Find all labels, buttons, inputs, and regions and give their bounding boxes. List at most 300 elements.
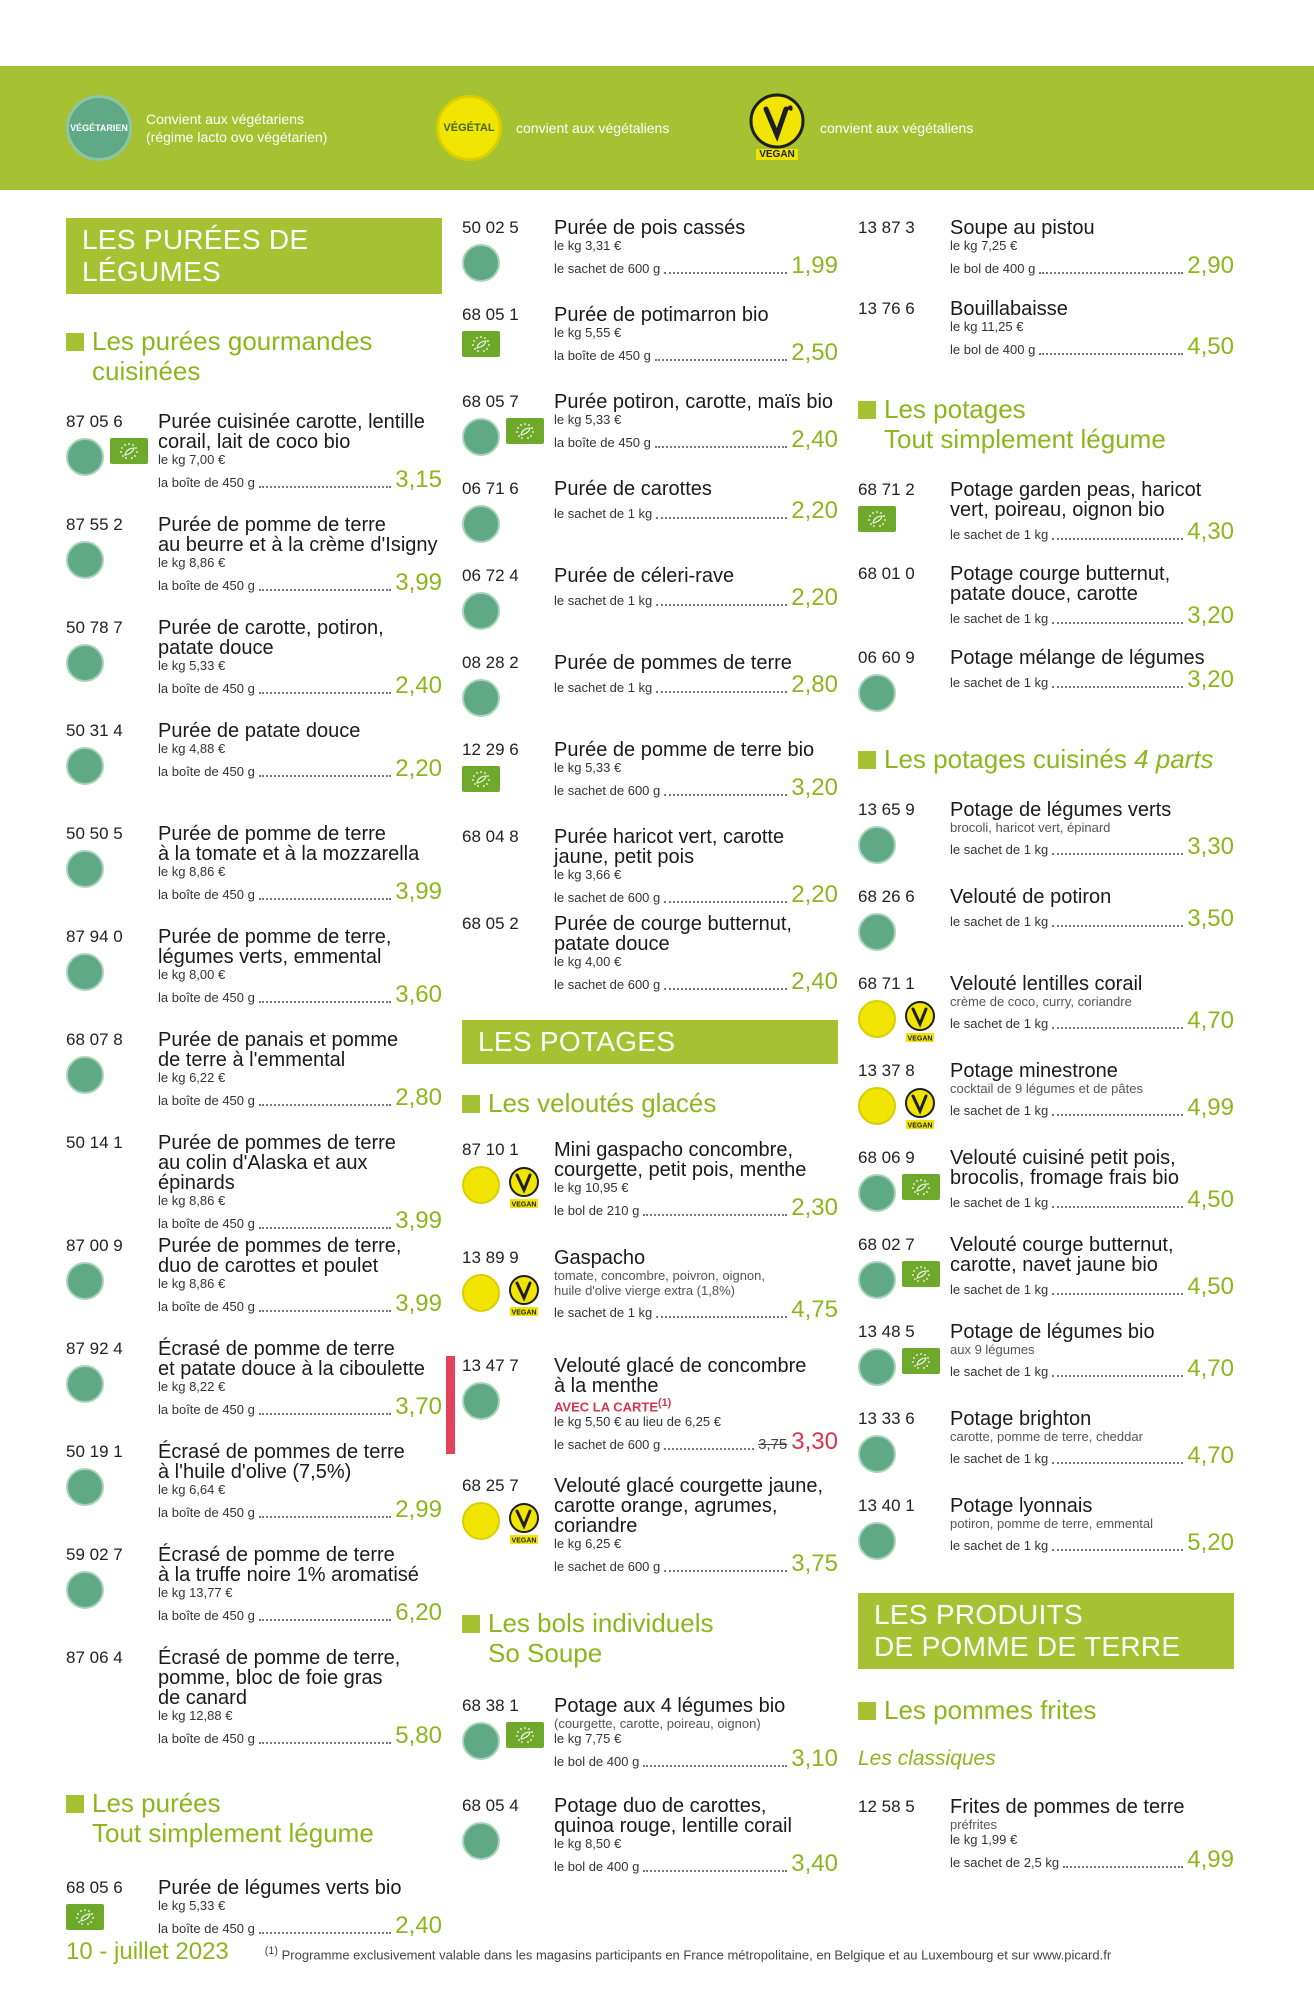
product-details xyxy=(554,392,838,479)
product-item xyxy=(858,1061,1234,1148)
product-item xyxy=(858,887,1234,974)
product-details xyxy=(950,1322,1234,1409)
product-price: 3,20 xyxy=(1187,666,1234,693)
product-name: Purée de légumes verts bio xyxy=(158,1877,402,1899)
product-item xyxy=(858,800,1234,887)
product-details xyxy=(554,305,838,392)
product-price: 3,20 xyxy=(1187,602,1234,629)
promo-marker xyxy=(446,1356,455,1454)
product-icons xyxy=(462,1822,554,1860)
price-line xyxy=(950,520,1234,544)
product-name: pomme, bloc de foie gras xyxy=(158,1667,383,1689)
product-name: Velouté glacé de concombre xyxy=(554,1355,807,1377)
pack-size: la boîte de 450 g xyxy=(158,1093,255,1108)
product-details xyxy=(950,218,1234,299)
price-line xyxy=(158,1601,442,1625)
price-line xyxy=(158,1292,442,1316)
legend-vegan xyxy=(748,66,973,190)
price-line xyxy=(158,983,442,1007)
product-list xyxy=(66,412,442,1766)
product-icons xyxy=(858,1348,950,1386)
price-line xyxy=(158,571,442,595)
product-name: légumes verts, emmental xyxy=(158,946,382,968)
product-name: Purée de pommes de terre xyxy=(158,1132,396,1154)
vegan-icon xyxy=(506,1502,542,1546)
product-code: 68 01 0 xyxy=(858,564,915,583)
product-details xyxy=(554,653,838,740)
eu-organic-leaf-icon xyxy=(506,418,544,444)
pack-size: le sachet de 1 kg xyxy=(950,1538,1049,1553)
product-code: 87 06 4 xyxy=(66,1648,123,1667)
promo-footnote-marker: (1) xyxy=(658,1397,672,1409)
dot-leader xyxy=(656,691,787,693)
product-price: 3,70 xyxy=(395,1393,442,1420)
product-icons xyxy=(858,1087,950,1131)
price-per-kg: le kg 5,33 € xyxy=(158,1898,226,1913)
pack-size: la boîte de 450 g xyxy=(158,764,255,779)
product-price: 6,20 xyxy=(395,1599,442,1626)
product-icons xyxy=(66,438,158,476)
product-left xyxy=(66,1339,158,1442)
pack-size: le bol de 400 g xyxy=(554,1754,640,1769)
product-left xyxy=(66,515,158,618)
section-header-potages: LES POTAGES xyxy=(462,1020,838,1064)
product-details xyxy=(158,1339,442,1442)
subheader-line: Les veloutés glacés xyxy=(488,1088,717,1118)
pack-size: la boîte de 450 g xyxy=(554,435,651,450)
legend-vegan-text: convient aux végétaliens xyxy=(820,120,974,136)
dot-leader xyxy=(259,1104,391,1106)
price-line xyxy=(950,1531,1234,1555)
pack-size: le sachet de 1 kg xyxy=(554,1305,653,1320)
pack-size: le sachet de 1 kg xyxy=(950,914,1049,929)
product-item xyxy=(462,392,838,479)
eu-organic-leaf-icon xyxy=(902,1261,940,1287)
eu-organic-leaf-icon xyxy=(462,331,500,357)
product-left xyxy=(858,800,950,887)
vegetarian-icon xyxy=(66,747,104,785)
product-code: 68 05 4 xyxy=(462,1796,519,1815)
product-icons xyxy=(462,592,554,630)
pack-size: le sachet de 1 kg xyxy=(554,506,653,521)
vegetarian-icon xyxy=(66,1056,104,1094)
product-price: 3,99 xyxy=(395,1207,442,1234)
dot-leader xyxy=(259,1742,391,1744)
product-name: Mini gaspacho concombre, xyxy=(554,1139,794,1161)
price-per-kg: le kg 4,00 € xyxy=(554,954,622,969)
subheader-pommes-frites xyxy=(858,1695,1234,1725)
product-list xyxy=(858,1796,1234,1873)
product-left xyxy=(462,1140,554,1248)
product-icons xyxy=(66,1571,158,1609)
subheader-line: Les purées xyxy=(92,1788,221,1818)
product-code: 13 87 3 xyxy=(858,218,915,237)
dot-leader xyxy=(655,359,787,361)
product-left xyxy=(462,914,554,1010)
product-name: Purée de pomme de terre bio xyxy=(554,739,815,761)
price-per-kg: le kg 8,50 € xyxy=(554,1836,622,1851)
product-item xyxy=(858,974,1234,1061)
dot-leader xyxy=(656,1316,787,1318)
footnote-text: Programme exclusivement valable dans les magasins participants en France métropolitaine, en Belgique et au Luxembourg et sur www.picard.fr xyxy=(281,1947,1112,1962)
product-item xyxy=(66,824,442,927)
price-per-kg: le kg 7,00 € xyxy=(158,452,226,467)
product-code: 13 76 6 xyxy=(858,299,915,318)
product-icons xyxy=(858,506,950,532)
eu-organic-leaf-icon xyxy=(506,1722,544,1748)
product-details xyxy=(554,740,838,827)
dot-leader xyxy=(1039,272,1183,274)
product-code: 13 48 5 xyxy=(858,1322,915,1341)
product-code: 68 38 1 xyxy=(462,1696,519,1715)
price-line xyxy=(950,907,1234,931)
vegetarian-icon xyxy=(66,644,104,682)
product-details xyxy=(950,974,1234,1061)
product-details xyxy=(158,1442,442,1545)
product-description: préfrites xyxy=(950,1817,997,1832)
price-per-kg: le kg 4,88 € xyxy=(158,741,226,756)
dot-leader xyxy=(1052,1206,1183,1208)
product-code: 13 65 9 xyxy=(858,800,915,819)
product-icons xyxy=(462,679,554,717)
price-line xyxy=(950,835,1234,859)
pack-size: le sachet de 600 g xyxy=(554,261,661,276)
promo-label xyxy=(554,1396,838,1414)
product-price: 2,20 xyxy=(791,497,838,524)
product-name: patate douce xyxy=(158,637,274,659)
product-details xyxy=(554,1356,838,1476)
product-icons xyxy=(66,850,158,888)
eu-organic-leaf-icon xyxy=(902,1174,940,1200)
subheader-line: Tout simplement légume xyxy=(884,424,1166,454)
product-icons xyxy=(858,1435,950,1473)
subheader-line: Les pommes frites xyxy=(884,1695,1097,1725)
vegetarian-icon xyxy=(462,1722,500,1760)
price-per-kg: le kg 3,31 € xyxy=(554,238,622,253)
price-per-kg: le kg 7,75 € xyxy=(554,1731,622,1746)
vegetarian-icon xyxy=(66,850,104,888)
vegetarian-icon xyxy=(858,1435,896,1473)
product-name: Purée cuisinée carotte, lentille xyxy=(158,411,425,433)
product-details xyxy=(158,1236,442,1339)
product-name: à l'huile d'olive (7,5%) xyxy=(158,1461,352,1483)
product-name: Potage de légumes bio xyxy=(950,1321,1155,1343)
product-details xyxy=(554,914,838,1010)
pack-size: la boîte de 450 g xyxy=(158,1608,255,1623)
subheader-italic: 4 parts xyxy=(1134,744,1214,774)
product-name: Purée de pommes de terre xyxy=(554,652,792,674)
dot-leader xyxy=(1052,925,1183,927)
product-details xyxy=(158,1545,442,1648)
product-details xyxy=(158,618,442,721)
vegetarian-icon xyxy=(858,1522,896,1560)
price-line xyxy=(158,1914,442,1938)
vegetal-badge-icon: VÉGÉTAL xyxy=(436,95,502,161)
product-description: carotte, pomme de terre, cheddar xyxy=(950,1429,1143,1444)
product-code: 68 25 7 xyxy=(462,1476,519,1495)
eu-organic-leaf-icon xyxy=(462,766,500,792)
product-icons xyxy=(66,1262,158,1300)
pack-size: la boîte de 450 g xyxy=(158,1299,255,1314)
footnote xyxy=(265,1945,1111,1962)
pack-size: le sachet de 1 kg xyxy=(950,1103,1049,1118)
product-item xyxy=(858,564,1234,648)
product-code: 68 06 9 xyxy=(858,1148,915,1167)
pack-size: le sachet de 1 kg xyxy=(950,1451,1049,1466)
dot-leader xyxy=(664,901,787,903)
legend-vegetarian-line1: Convient aux végétariens xyxy=(146,111,304,127)
price-per-kg: le kg 8,86 € xyxy=(158,555,226,570)
pack-size: le sachet de 600 g xyxy=(554,1437,661,1453)
product-price: 5,80 xyxy=(395,1722,442,1749)
pack-size: le sachet de 1 kg xyxy=(950,1016,1049,1031)
product-left xyxy=(462,1476,554,1588)
price-line xyxy=(950,1188,1234,1212)
product-list xyxy=(462,218,838,1010)
product-name: et patate douce à la ciboulette xyxy=(158,1358,425,1380)
product-name: Écrasé de pomme de terre xyxy=(158,1544,395,1566)
pack-size: le bol de 400 g xyxy=(554,1859,640,1874)
footer xyxy=(66,1938,1111,1966)
product-left xyxy=(462,1248,554,1356)
product-left xyxy=(858,480,950,564)
pack-size: le sachet de 1 kg xyxy=(554,593,653,608)
price-line xyxy=(158,1395,442,1419)
vegetal-icon xyxy=(462,1274,500,1312)
product-item xyxy=(462,1248,838,1356)
product-name: Potage lyonnais xyxy=(950,1495,1093,1517)
product-details xyxy=(554,1696,838,1796)
price-line xyxy=(158,1498,442,1522)
subheader-line: Les potages cuisinés xyxy=(884,744,1127,774)
product-details xyxy=(554,218,838,305)
product-left xyxy=(858,299,950,380)
product-details xyxy=(950,887,1234,974)
product-code: 06 72 4 xyxy=(462,566,519,585)
subheader-line: Les purées gourmandes xyxy=(92,326,373,356)
product-price: 2,40 xyxy=(395,1912,442,1939)
price-per-kg: le kg 5,33 € xyxy=(158,658,226,673)
price-line xyxy=(554,776,838,800)
subheader-veloutes-glaces xyxy=(462,1088,838,1118)
product-details xyxy=(950,800,1234,887)
product-code: 50 19 1 xyxy=(66,1442,123,1461)
product-item xyxy=(462,566,838,653)
product-left xyxy=(462,218,554,305)
product-price: 2,20 xyxy=(791,584,838,611)
product-name: patate douce xyxy=(554,933,670,955)
vegetarian-icon xyxy=(462,505,500,543)
product-code: 87 00 9 xyxy=(66,1236,123,1255)
product-details xyxy=(554,1476,838,1588)
product-name: Écrasé de pommes de terre xyxy=(158,1441,405,1463)
product-code: 13 33 6 xyxy=(858,1409,915,1428)
product-code: 68 05 6 xyxy=(66,1878,123,1897)
product-left xyxy=(462,740,554,827)
dot-leader xyxy=(1063,1866,1183,1868)
dot-leader xyxy=(1052,1462,1183,1464)
product-item xyxy=(462,1356,838,1476)
product-price: 4,70 xyxy=(1187,1442,1234,1469)
product-details xyxy=(158,927,442,1030)
pack-size: la boîte de 450 g xyxy=(158,681,255,696)
product-name: Velouté lentilles corail xyxy=(950,973,1143,995)
square-bullet-icon xyxy=(66,333,84,351)
product-item xyxy=(462,1796,838,1896)
price-line xyxy=(158,757,442,781)
product-details xyxy=(554,479,838,566)
product-price: 3,99 xyxy=(395,569,442,596)
product-name: Purée de courge butternut, xyxy=(554,913,792,935)
product-name: Gaspacho xyxy=(554,1247,646,1269)
subheader-line: So Soupe xyxy=(488,1638,603,1668)
square-bullet-icon xyxy=(66,1795,84,1813)
product-price: 4,50 xyxy=(1187,1273,1234,1300)
vegan-icon xyxy=(902,1087,938,1131)
price-per-kg: le kg 12,88 € xyxy=(158,1708,233,1723)
vegan-badge-icon xyxy=(748,93,806,163)
product-price: 3,30 xyxy=(791,1428,838,1456)
product-name: Potage duo de carottes, xyxy=(554,1795,767,1817)
subheader-potages-simple xyxy=(858,394,1234,454)
pack-size: le sachet de 600 g xyxy=(554,1559,661,1574)
product-item xyxy=(66,1648,442,1766)
page-number: 10 - juillet 2023 xyxy=(66,1938,229,1965)
product-name: quinoa rouge, lentille corail xyxy=(554,1815,792,1837)
product-icons xyxy=(462,418,554,456)
product-price: 2,80 xyxy=(395,1084,442,1111)
price-per-kg: le kg 1,99 € xyxy=(950,1832,1018,1847)
square-bullet-icon xyxy=(858,1702,876,1720)
product-code: 13 37 8 xyxy=(858,1061,915,1080)
pack-size: la boîte de 450 g xyxy=(158,1216,255,1231)
product-left xyxy=(858,1148,950,1235)
product-item xyxy=(462,305,838,392)
price-line xyxy=(554,341,838,365)
dot-leader xyxy=(259,1619,391,1621)
legend-vegetal-text: convient aux végétaliens xyxy=(516,120,670,136)
dot-leader xyxy=(259,486,391,488)
dot-leader xyxy=(259,1310,391,1312)
pack-size: le sachet de 2,5 kg xyxy=(950,1855,1060,1870)
product-item xyxy=(858,648,1234,732)
pack-size: le sachet de 600 g xyxy=(554,977,661,992)
section-header-purees: LES PURÉES DE LÉGUMES xyxy=(66,218,442,294)
square-bullet-icon xyxy=(462,1615,480,1633)
product-name: duo de carottes et poulet xyxy=(158,1255,379,1277)
pack-size: le sachet de 1 kg xyxy=(950,675,1049,690)
product-left xyxy=(66,1133,158,1236)
price-per-kg: le kg 5,33 € xyxy=(554,412,622,427)
svg-text:VEGAN: VEGAN xyxy=(511,1537,537,1545)
vegetal-icon xyxy=(858,1087,896,1125)
product-code: 68 71 2 xyxy=(858,480,915,499)
vegetarian-icon xyxy=(462,1822,500,1860)
svg-text:VEGAN: VEGAN xyxy=(907,1035,933,1043)
product-name: Potage minestrone xyxy=(950,1060,1118,1082)
section-header-pomme-de-terre xyxy=(858,1593,1234,1669)
price-line xyxy=(554,428,838,452)
price-line xyxy=(554,1552,838,1576)
dot-leader xyxy=(1052,853,1183,855)
product-code: 68 71 1 xyxy=(858,974,915,993)
product-name: Potage brighton xyxy=(950,1408,1092,1430)
product-item xyxy=(66,1236,442,1339)
pack-size: le sachet de 1 kg xyxy=(950,1364,1049,1379)
product-name: Purée de patate douce xyxy=(158,720,361,742)
product-list xyxy=(462,1140,838,1588)
product-name: Écrasé de pomme de terre xyxy=(158,1338,395,1360)
product-name: Potage courge butternut, xyxy=(950,563,1171,585)
product-details xyxy=(158,1133,442,1236)
dot-leader xyxy=(259,1227,391,1229)
product-description: crème de coco, curry, coriandre xyxy=(950,994,1132,1009)
product-icons xyxy=(462,1722,554,1760)
product-left xyxy=(66,1545,158,1648)
product-item xyxy=(858,1496,1234,1583)
product-icons xyxy=(462,331,554,357)
dot-leader xyxy=(259,1001,391,1003)
product-name: à la menthe xyxy=(554,1375,659,1397)
column-2 xyxy=(462,218,838,1896)
product-name: Purée potiron, carotte, maïs bio xyxy=(554,391,834,413)
product-left xyxy=(462,1356,554,1476)
product-name: courgette, petit pois, menthe xyxy=(554,1159,807,1181)
pack-size: la boîte de 450 g xyxy=(158,578,255,593)
product-left xyxy=(858,648,950,732)
product-name: Bouillabaisse xyxy=(950,298,1068,320)
pack-size: la boîte de 450 g xyxy=(158,1505,255,1520)
legend-banner xyxy=(0,66,1314,190)
vegetarian-icon xyxy=(462,1382,500,1420)
product-code: 50 14 1 xyxy=(66,1133,123,1152)
product-icons xyxy=(66,1468,158,1506)
price-line xyxy=(554,1747,838,1771)
price-per-kg: le kg 5,50 € au lieu de 6,25 € xyxy=(554,1414,721,1430)
product-details xyxy=(950,1235,1234,1322)
product-left xyxy=(66,721,158,824)
product-name: Potage aux 4 légumes bio xyxy=(554,1695,786,1717)
product-price: 2,40 xyxy=(395,672,442,699)
product-code: 68 02 7 xyxy=(858,1235,915,1254)
product-name: brocolis, fromage frais bio xyxy=(950,1167,1179,1189)
product-item xyxy=(66,1030,442,1133)
product-icons xyxy=(858,826,950,864)
product-code: 87 92 4 xyxy=(66,1339,123,1358)
product-name: de canard xyxy=(158,1687,247,1709)
product-details xyxy=(950,1061,1234,1148)
product-item xyxy=(462,827,838,914)
price-per-kg: le kg 3,66 € xyxy=(554,867,622,882)
price-per-kg: le kg 5,33 € xyxy=(554,760,622,775)
product-price: 2,40 xyxy=(791,968,838,995)
product-left xyxy=(66,927,158,1030)
product-icons xyxy=(66,953,158,991)
product-item xyxy=(462,1140,838,1248)
vegetarian-icon xyxy=(66,541,104,579)
price-line xyxy=(554,1298,838,1322)
product-code: 13 40 1 xyxy=(858,1496,915,1515)
price-line xyxy=(554,1196,838,1220)
dot-leader xyxy=(1052,686,1183,688)
product-price: 3,50 xyxy=(1187,905,1234,932)
product-item xyxy=(858,218,1234,299)
product-name: Frites de pommes de terre xyxy=(950,1796,1185,1818)
product-name: Purée de pomme de terre xyxy=(158,823,386,845)
product-left xyxy=(462,1796,554,1896)
product-details xyxy=(158,515,442,618)
vegetarian-icon xyxy=(858,1261,896,1299)
